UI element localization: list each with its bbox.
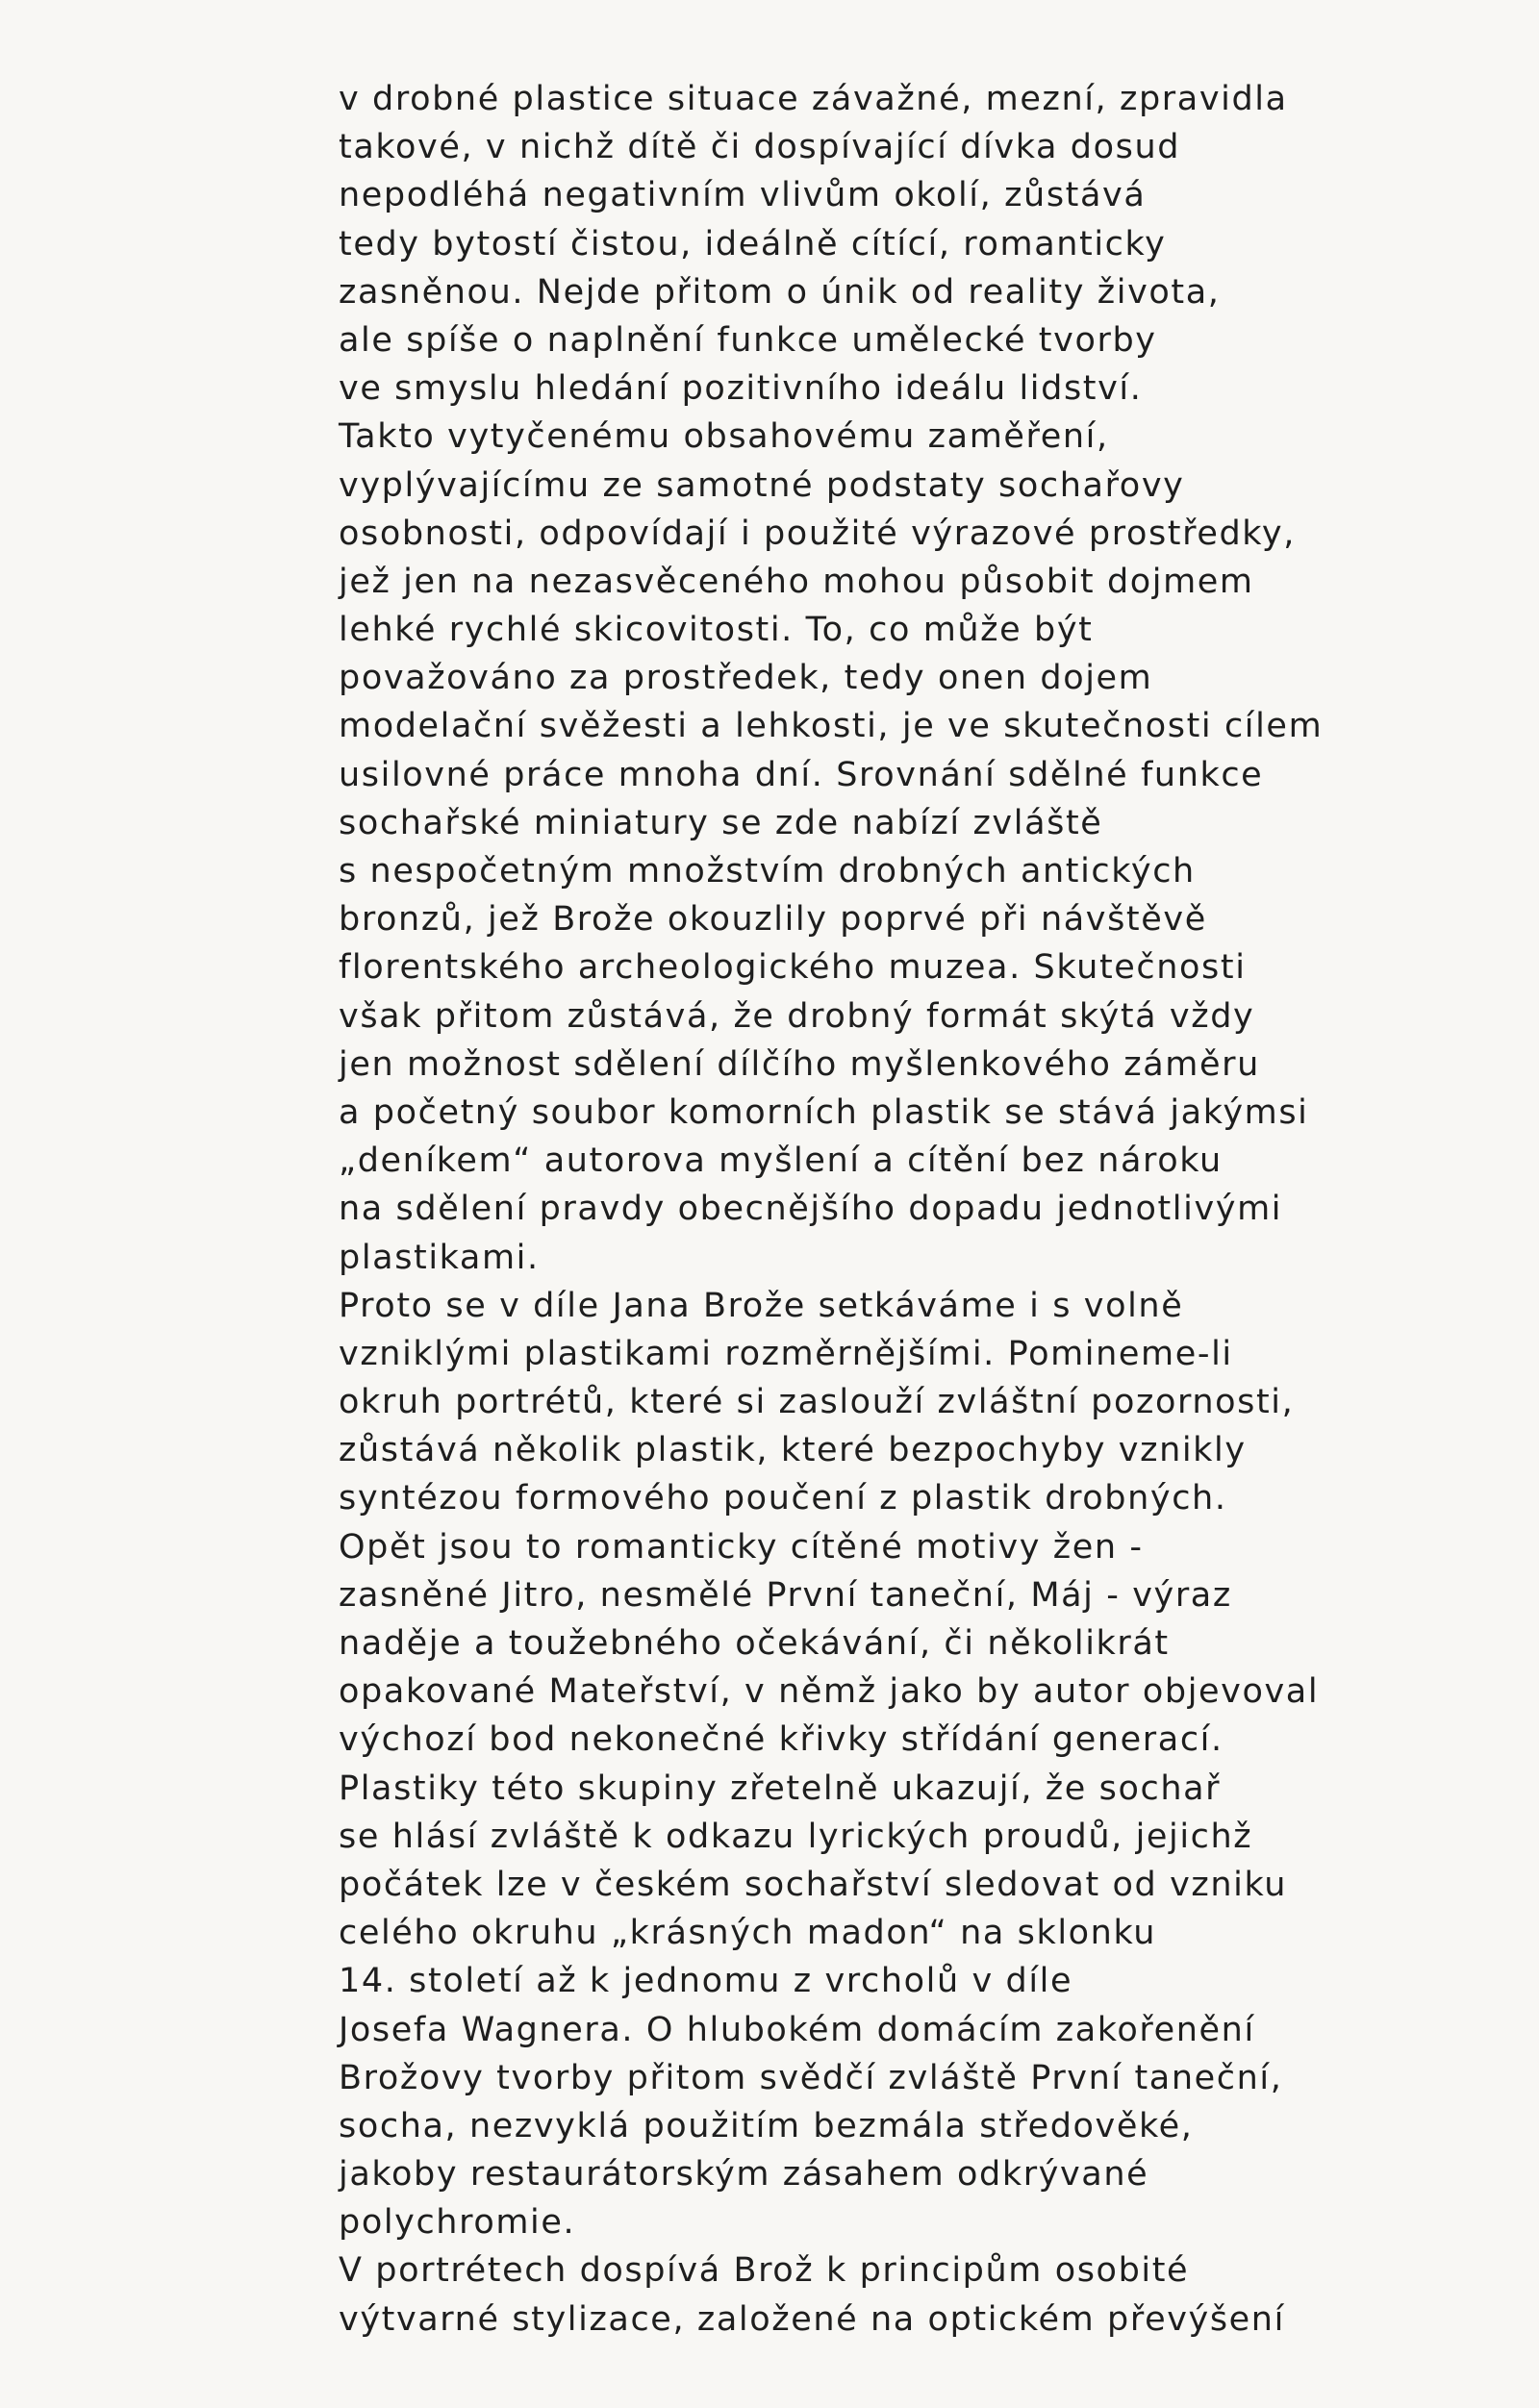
text-line-6: ale spíše o naplnění funkce umělecké tvorby: [339, 320, 1157, 360]
text-line-7: ve smyslu hledání pozitivního ideálu lidství.: [339, 369, 1143, 409]
text-line-2: takové, v nichž dítě či dospívající dívka dosud: [339, 128, 1181, 167]
text-line-20: však přitom zůstává, že drobný formát skýtá vždy: [339, 996, 1255, 1036]
text-line-31: Opět jsou to romanticky cítěné motivy žen -: [339, 1527, 1144, 1567]
text-line-8: Takto vytyčenému obsahovému zaměření,: [339, 417, 1109, 457]
text-line-35: výchozí bod nekonečné křivky střídání generací.: [339, 1720, 1224, 1760]
text-line-23: „deníkem“ autorova myšlení a cítění bez nároku: [339, 1141, 1223, 1181]
text-line-1: v drobné plastice situace závažné, mezní, zpravidla: [339, 80, 1288, 118]
text-line-29: zůstává několik plastik, které bezpochyby vznikly: [339, 1431, 1247, 1470]
text-line-46: V portrétech dospívá Brož k principům osobité: [339, 2251, 1190, 2291]
text-line-39: celého okruhu „krásných madon“ na sklonku: [339, 1914, 1157, 1953]
text-line-12: lehké rychlé skicovitosti. To, co může být: [339, 611, 1094, 650]
text-line-42: Brožovy tvorby přitom svědčí zvláště První taneční,: [339, 2058, 1283, 2097]
text-line-11: jež jen na nezasvěceného mohou působit dojmem: [339, 562, 1254, 601]
text-line-19: florentského archeologického muzea. Skutečnosti: [339, 948, 1247, 988]
text-line-14: modelační svěžesti a lehkosti, je ve skutečnosti cílem: [339, 707, 1324, 746]
text-line-18: bronzů, jež Brože okouzlily poprvé při návštěvě: [339, 900, 1207, 940]
text-line-37: se hlásí zvláště k odkazu lyrických proudů, jejichž: [339, 1817, 1253, 1856]
text-line-25: plastikami.: [339, 1238, 540, 1277]
text-line-21: jen možnost sdělení dílčího myšlenkového záměru: [339, 1044, 1260, 1084]
text-line-47: výtvarné stylizace, založené na optickém převýšení: [339, 2299, 1285, 2339]
text-line-13: považováno za prostředek, tedy onen dojem: [339, 659, 1153, 698]
text-line-34: opakované Mateřství, v němž jako by autor objevoval: [339, 1672, 1320, 1712]
text-line-41: Josefa Wagnera. O hlubokém domácím zakořenění: [339, 2010, 1255, 2049]
text-line-28: okruh portrétů, které si zaslouží zvláštní pozornosti,: [339, 1383, 1295, 1422]
text-line-3: nepodléhá negativním vlivům okolí, zůstává: [339, 176, 1147, 215]
body-text: [339, 75, 1493, 2344]
text-line-22: a početný soubor komorních plastik se stává jakýmsi: [339, 1092, 1309, 1132]
text-line-24: na sdělení pravdy obecnějšího dopadu jednotlivými: [339, 1190, 1283, 1229]
text-line-26: Proto se v díle Jana Brože setkáváme i s volně: [339, 1286, 1184, 1325]
text-line-17: s nespočetným množstvím drobných antických: [339, 852, 1196, 890]
text-line-30: syntézou formového poučení z plastik drobných.: [339, 1479, 1227, 1518]
text-line-10: osobnosti, odpovídají i použité výrazové prostředky,: [339, 514, 1296, 553]
text-line-15: usilovné práce mnoha dní. Srovnání sdělné funkce: [339, 755, 1264, 794]
text-line-36: Plastiky této skupiny zřetelně ukazují, že sochař: [339, 1768, 1222, 1808]
text-line-32: zasněné Jitro, nesmělé První taneční, Máj - výraz: [339, 1575, 1232, 1615]
text-line-16: sochařské miniatury se zde nabízí zvláště: [339, 803, 1103, 842]
text-line-9: vyplývajícímu ze samotné podstaty sochařovy: [339, 465, 1185, 505]
text-line-27: vzniklými plastikami rozměrnějšími. Pomineme-li: [339, 1334, 1233, 1373]
text-line-33: naděje a toužebného očekávání, či několikrát: [339, 1624, 1170, 1663]
text-line-44: jakoby restaurátorským zásahem odkrývané: [339, 2155, 1149, 2195]
text-line-43: socha, nezvyklá použitím bezmála středověké,: [339, 2106, 1194, 2145]
text-line-5: zasněnou. Nejde přitom o únik od reality života,: [339, 272, 1221, 312]
text-line-45: polychromie.: [339, 2203, 576, 2243]
text-line-4: tedy bytostí čistou, ideálně cítící, romanticky: [339, 224, 1167, 263]
text-line-38: počátek lze v českém sochařství sledovat od vzniku: [339, 1865, 1288, 1904]
text-line-40: 14. století až k jednomu z vrcholů v díle: [339, 1962, 1073, 2001]
